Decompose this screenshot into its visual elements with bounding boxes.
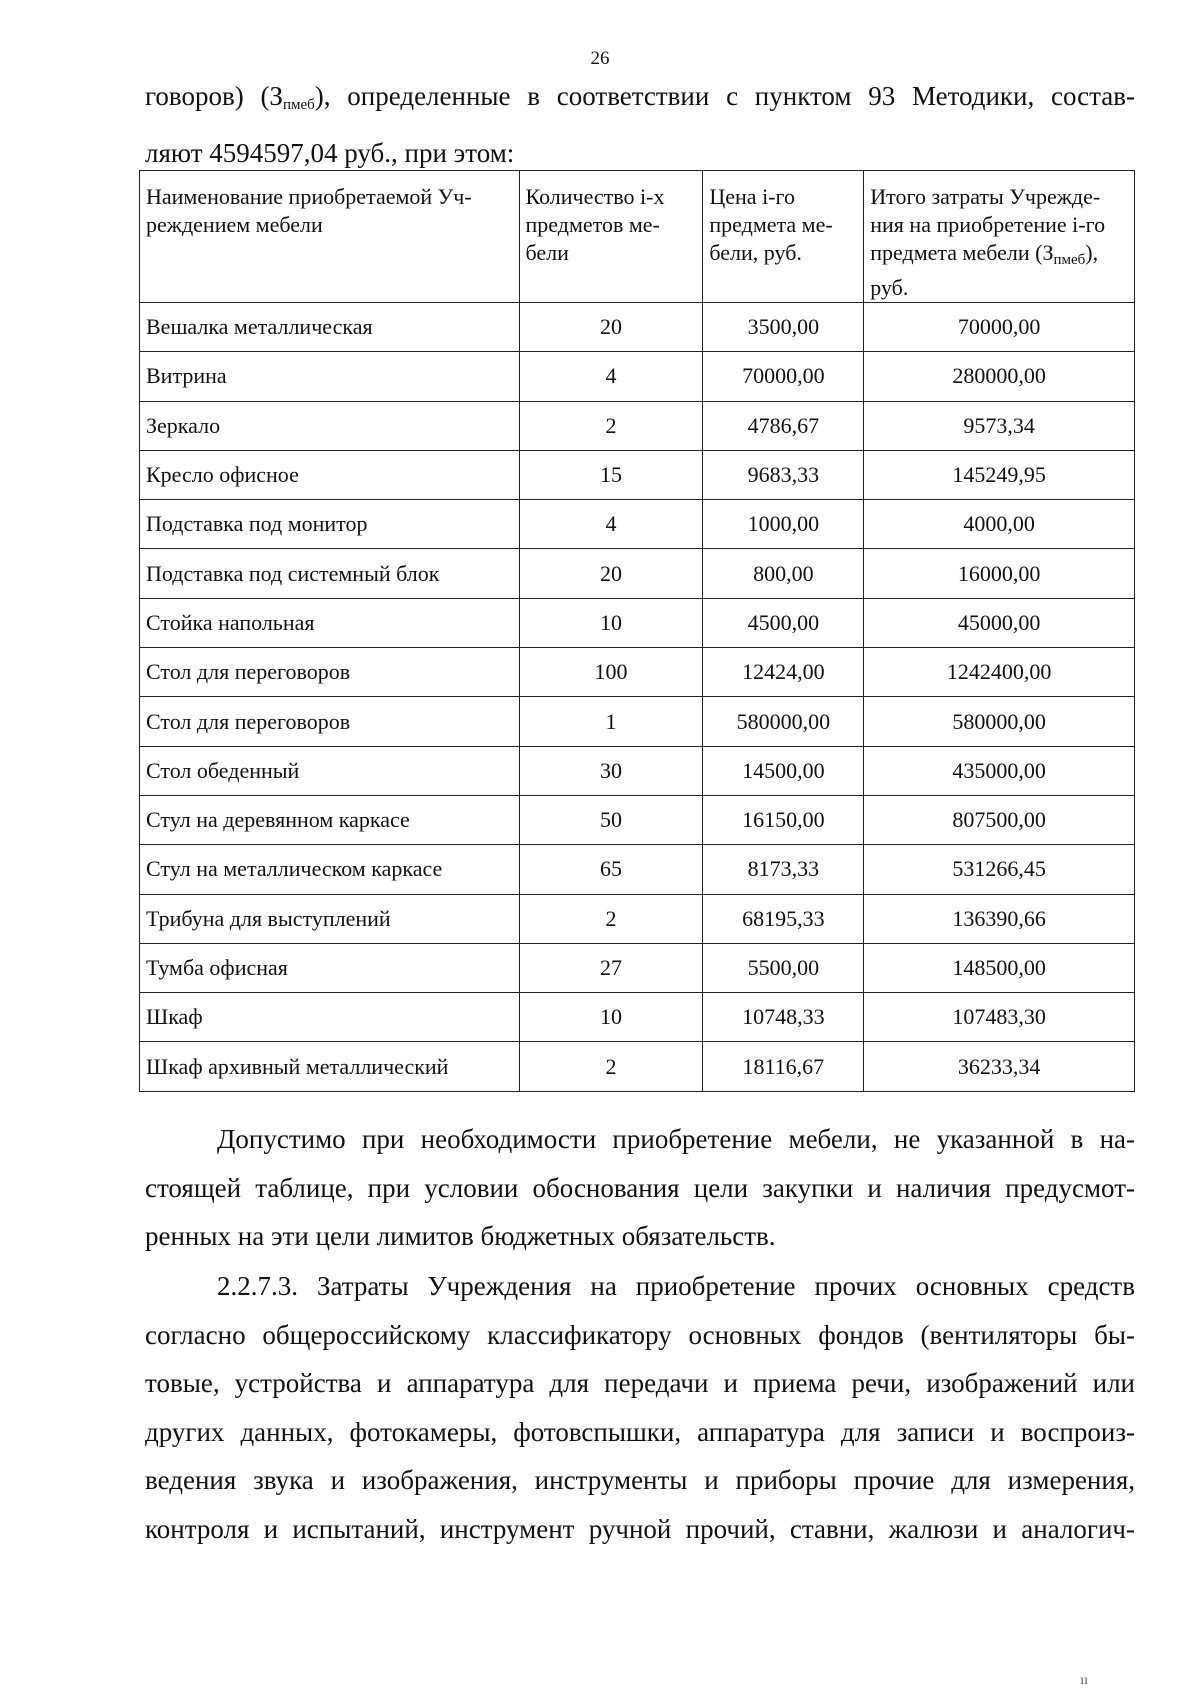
table-row: [140, 303, 1135, 352]
cell-name: Шкаф: [140, 993, 520, 1042]
cell-total: 280000,00: [864, 352, 1135, 401]
cell-qty: 4: [519, 352, 703, 401]
table-row: [140, 500, 1135, 549]
cell-total: 16000,00: [864, 549, 1135, 598]
cell-qty: 4: [519, 500, 703, 549]
cell-total: 1242400,00: [864, 648, 1135, 697]
cell-total: 136390,66: [864, 894, 1135, 943]
cell-name: Стул на деревянном каркасе: [140, 795, 520, 844]
cell-name: Стол для переговоров: [140, 697, 520, 746]
cell-total: 4000,00: [864, 500, 1135, 549]
table-row: [140, 648, 1135, 697]
cell-qty: 2: [519, 894, 703, 943]
cell-price: 4786,67: [703, 401, 864, 450]
cell-total: 148500,00: [864, 943, 1135, 992]
header-name: Наименование приобретаемой Уч-реждением мебели: [140, 171, 520, 303]
cell-qty: 2: [519, 401, 703, 450]
cell-name: Зеркало: [140, 401, 520, 450]
table-row: [140, 697, 1135, 746]
cell-qty: 30: [519, 746, 703, 795]
table-row: [140, 1042, 1135, 1091]
cell-total: 531266,45: [864, 845, 1135, 894]
cell-name: Витрина: [140, 352, 520, 401]
table-row: [140, 549, 1135, 598]
cell-total: 45000,00: [864, 598, 1135, 647]
cell-price: 70000,00: [703, 352, 864, 401]
cell-qty: 10: [519, 993, 703, 1042]
cell-price: 10748,33: [703, 993, 864, 1042]
cell-qty: 2: [519, 1042, 703, 1091]
cell-qty: 50: [519, 795, 703, 844]
cell-price: 8173,33: [703, 845, 864, 894]
cell-price: 800,00: [703, 549, 864, 598]
cell-total: 9573,34: [864, 401, 1135, 450]
header-qty: Количество i-х предметов ме-бели: [519, 171, 703, 303]
cell-name: Стойка напольная: [140, 598, 520, 647]
cell-name: Стол обеденный: [140, 746, 520, 795]
cell-name: Стул на металлическом каркасе: [140, 845, 520, 894]
cell-qty: 15: [519, 450, 703, 499]
cell-qty: 1: [519, 697, 703, 746]
table-row: [140, 450, 1135, 499]
table-row: [140, 401, 1135, 450]
cell-qty: 10: [519, 598, 703, 647]
table-row: [140, 746, 1135, 795]
header-total: Итого затраты Учрежде-ния на приобретение i-го предмета мебели $(З_{пмеб})$, руб.: [864, 171, 1135, 303]
cell-price: 1000,00: [703, 500, 864, 549]
cell-name: Подставка под монитор: [140, 500, 520, 549]
intro-paragraph: [145, 72, 1135, 177]
cell-price: 580000,00: [703, 697, 864, 746]
cell-total: 70000,00: [864, 303, 1135, 352]
cell-name: Тумба офисная: [140, 943, 520, 992]
cell-name: Трибуна для выступлений: [140, 894, 520, 943]
cell-price: 3500,00: [703, 303, 864, 352]
table-header-row: [140, 171, 1135, 303]
cell-total: 580000,00: [864, 697, 1135, 746]
cell-total: 435000,00: [864, 746, 1135, 795]
intro-line-2: ляют 4594597,04 руб., при этом:: [145, 138, 515, 168]
cell-total: 145249,95: [864, 450, 1135, 499]
cell-price: 16150,00: [703, 795, 864, 844]
cell-price: 14500,00: [703, 746, 864, 795]
cell-total: 107483,30: [864, 993, 1135, 1042]
corner-mark: ıı: [1080, 1673, 1088, 1688]
cell-total: 807500,00: [864, 795, 1135, 844]
cell-price: 5500,00: [703, 943, 864, 992]
cell-name: Подставка под системный блок: [140, 549, 520, 598]
page-number: 26: [590, 48, 610, 69]
cell-name: Стол для переговоров: [140, 648, 520, 697]
intro-line-1: говоров) $(З_{пмеб})$, определенные в соответствии с пунктом 93 Методики, состав-: [145, 81, 1135, 113]
paragraph-permission: Допустимо при необходимости приобретение мебели, не указанной в на- стоящей таблице, при условии обоснования цели закупки и наличия предусмот- ренных на эти цели лимитов бюджетных обязательств.: [145, 1124, 1135, 1251]
cell-qty: 20: [519, 549, 703, 598]
cell-qty: 100: [519, 648, 703, 697]
table-row: [140, 894, 1135, 943]
cell-name: Шкаф архивный металлический: [140, 1042, 520, 1091]
table-row: [140, 943, 1135, 992]
cell-price: 12424,00: [703, 648, 864, 697]
cell-qty: 65: [519, 845, 703, 894]
cell-total: 36233,34: [864, 1042, 1135, 1091]
table-row: [140, 845, 1135, 894]
header-price: Цена i-го предмета ме-бели, руб.: [703, 171, 864, 303]
cell-price: 4500,00: [703, 598, 864, 647]
cell-name: Кресло офисное: [140, 450, 520, 499]
table-row: [140, 993, 1135, 1042]
table-row: [140, 352, 1135, 401]
paragraph-2-2-7-3: 2.2.7.3. Затраты Учреждения на приобретение прочих основных средств согласно общероссийскому классификатору основных фондов (вентиляторы бы- товые, устройства и аппаратура для передачи и приема речи, изображений или других данных, фотокамеры, фотовспышки, аппаратура для записи и воспроиз- ведения звука и изображения, инструменты и приборы прочие для измерения, контроля и испытаний, инструмент ручной прочий, ставни, жалюзи и аналогич-: [145, 1271, 1135, 1544]
cell-qty: 20: [519, 303, 703, 352]
table-row: [140, 598, 1135, 647]
furniture-table: [139, 170, 1135, 1092]
cell-price: 18116,67: [703, 1042, 864, 1091]
cell-qty: 27: [519, 943, 703, 992]
table-row: [140, 795, 1135, 844]
cell-price: 68195,33: [703, 894, 864, 943]
cell-price: 9683,33: [703, 450, 864, 499]
cell-name: Вешалка металлическая: [140, 303, 520, 352]
